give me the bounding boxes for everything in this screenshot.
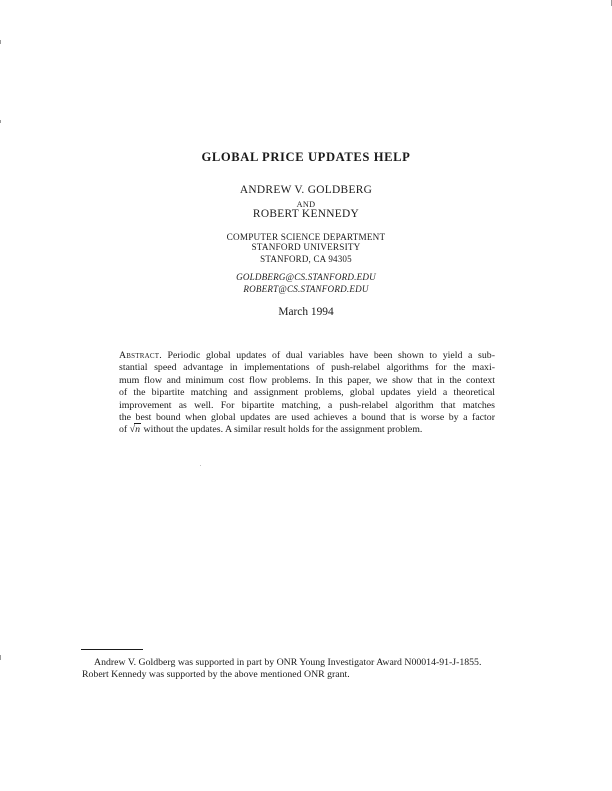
paper-title: GLOBAL PRICE UPDATES HELP — [201, 150, 411, 164]
sqrt-n-expression — [130, 424, 141, 436]
author-email-first: GOLDBERG@CS.STANFORD.EDU — [236, 272, 376, 282]
abstract-line: the best bound when global updates are used achieves a bound that is worse by a factor — [119, 412, 495, 424]
abstract-line: improvement as well. For bipartite matching, a push-relabel algorithm that matches — [119, 399, 495, 411]
abstract-line: mum flow and minimum cost flow problems. In this paper, we show that in the context — [119, 374, 495, 386]
abstract-line — [119, 350, 495, 362]
left-edge-scan-mark — [0, 40, 1, 44]
abstract-line-text: Periodic global updates of dual variables have been shown to yield a sub- — [167, 350, 496, 361]
abstract-line — [119, 424, 495, 436]
left-edge-scan-mark — [0, 120, 1, 123]
author-first: ANDREW V. GOLDBERG — [239, 184, 373, 196]
sqrt-symbol: √ — [129, 424, 136, 436]
affiliation-university: STANFORD UNIVERSITY — [251, 242, 361, 252]
abstract — [119, 350, 495, 437]
footnote-funding-goldberg: Andrew V. Goldberg was supported in part by ONR Young Investigator Award N00014-91-J-1855. — [94, 657, 482, 668]
footnote-rule — [81, 649, 143, 650]
affiliation-department: COMPUTER SCIENCE DEPARTMENT — [226, 232, 386, 242]
publication-date: March 1994 — [278, 306, 334, 318]
abstract-line: stantial speed advantage in implementations of push-relabel algorithms for the maxi- — [119, 362, 495, 374]
abstract-heading: Abstract. — [119, 350, 162, 361]
footnote-funding-kennedy: Robert Kennedy was supported by the above mentioned ONR grant. — [82, 669, 350, 680]
affiliation-location: STANFORD, CA 94305 — [260, 254, 352, 264]
author-email-second: ROBERT@CS.STANFORD.EDU — [243, 284, 369, 294]
abstract-line: of the bipartite matching and assignment problems, global updates yield a theoretical — [119, 387, 495, 399]
abstract-last-prefix: of — [119, 424, 128, 436]
author-second: ROBERT KENNEDY — [252, 208, 360, 220]
left-edge-scan-mark — [0, 655, 1, 660]
author-conjunction: AND — [296, 200, 316, 209]
sqrt-radicand: n — [135, 424, 140, 436]
abstract-last-suffix: without the updates. A similar result holds for the assignment problem. — [143, 424, 423, 436]
scan-speck — [200, 465, 201, 466]
